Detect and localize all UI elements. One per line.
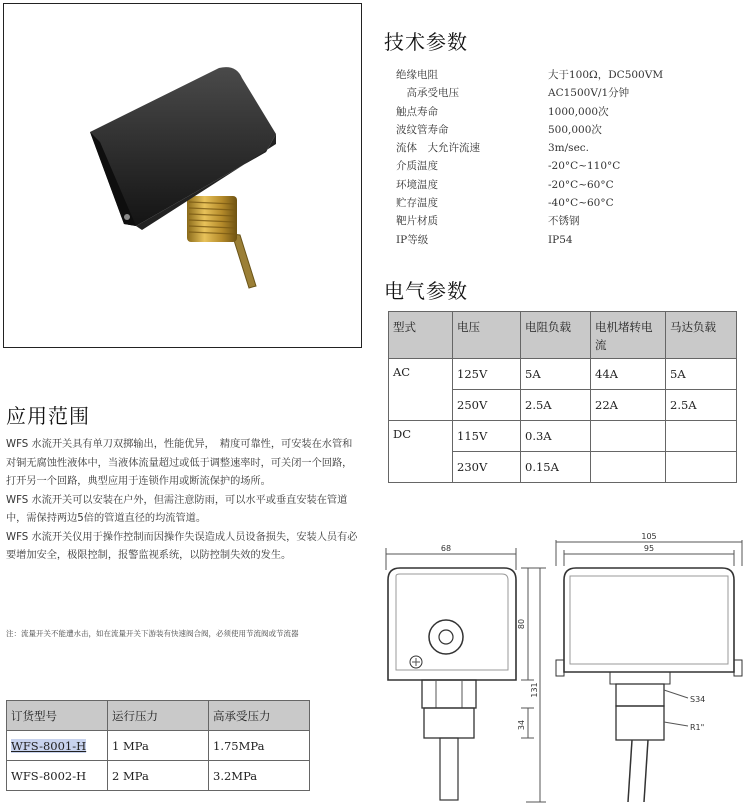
spec-list (396, 66, 736, 249)
hex-size-label: S34 (690, 695, 706, 704)
table-cell (666, 421, 737, 452)
spec-row (396, 103, 736, 121)
elec-table (388, 311, 737, 483)
table-cell: 0.3A (521, 421, 591, 452)
col-header: 电阻负载 (521, 312, 591, 359)
app-range-heading: 应用范围 (6, 404, 90, 428)
front-body (388, 568, 516, 680)
product-photo-frame (3, 3, 362, 348)
app-range-body (6, 436, 358, 566)
spec-key: 靶片材质 (396, 215, 438, 228)
table-cell (666, 452, 737, 483)
spec-value: 不锈钢 (548, 215, 580, 228)
spec-key: 绝缘电阻 (396, 69, 438, 81)
product-photo (4, 4, 361, 347)
col-header: 订货型号 (7, 701, 108, 731)
spec-key: 环境温度 (396, 178, 438, 191)
spec-value: 500,000次 (548, 123, 602, 136)
table-row (389, 359, 737, 390)
app-note: 注：流量开关不能遭水击，如在流量开关下游装有快速阀合阀，必须使用节流阀或节流器 (6, 629, 299, 638)
table-cell: 250V (453, 390, 521, 421)
thread-label: R1" (690, 723, 705, 732)
spec-key: 触点寿命 (396, 105, 438, 118)
dim-label: 34 (517, 719, 526, 731)
table-cell: 5A (666, 359, 737, 390)
dim-label: 105 (641, 532, 657, 541)
app-paragraph: WFS 水流开关具有单刀双掷输出，性能优异， 精度可靠性，可安装在水管和对铜无腐蚀性液体中，当液体流量超过或低于调整速率时，可关闭一个回路，打开另一个回路，典型应用于连锁作用或断流保护的场所。 (6, 439, 353, 487)
col-header: 电机堵转电流 (591, 312, 666, 359)
app-paragraph: WFS 水流开关可以安装在户外，但需注意防雨，可以水平或垂直安装在管道中，需保持两边5倍的管道直径的均流管道。 (6, 494, 348, 524)
table-cell: 230V (453, 452, 521, 483)
spec-value: 3m/sec. (548, 142, 589, 155)
spec-row (396, 84, 736, 102)
spec-row (396, 231, 736, 249)
table-cell (591, 421, 666, 452)
spec-key: 介质温度 (396, 160, 438, 173)
col-header: 运行压力 (108, 701, 209, 731)
table-cell: WFS-8002-H (7, 761, 108, 791)
spec-key: IP等级 (396, 233, 429, 246)
table-cell: 44A (591, 359, 666, 390)
spec-row (396, 66, 736, 84)
app-paragraph: WFS 水流开关仪用于操作控制而因操作失误造成人员设备损失，安装人员有必要增加安全，极限控制，报警监视系统，以防控制失效的发生。 (6, 531, 358, 561)
spec-key: 波纹管寿命 (396, 123, 449, 136)
model-number: WFS-8001-H (11, 738, 87, 753)
spec-value: AC1500V/1分钟 (548, 87, 630, 100)
spec-row (396, 157, 736, 175)
dim-label: 95 (643, 544, 655, 553)
table-cell: 125V (453, 359, 521, 390)
spec-row (396, 121, 736, 139)
order-table (6, 700, 310, 791)
col-header: 电压 (453, 312, 521, 359)
type-cell: DC (389, 421, 453, 483)
type-cell: AC (389, 359, 453, 421)
table-cell: 5A (521, 359, 591, 390)
table-cell: 1 MPa (108, 731, 209, 761)
col-header: 马达负载 (666, 312, 737, 359)
table-row (7, 761, 310, 791)
spec-value: -40°C~60°C (548, 197, 614, 210)
table-cell: 2 MPa (108, 761, 209, 791)
table-cell: 2.5A (666, 390, 737, 421)
dim-label: 131 (530, 682, 539, 698)
spec-row (396, 194, 736, 212)
table-row (7, 731, 310, 761)
dimension-drawing (366, 532, 746, 808)
table-cell (7, 731, 108, 761)
col-header: 高承受压力 (209, 701, 310, 731)
elec-params-heading: 电气参数 (384, 279, 468, 303)
spec-row (396, 176, 736, 194)
spec-row (396, 212, 736, 230)
spec-value: 1000,000次 (548, 105, 609, 118)
side-body (564, 568, 734, 672)
spec-value: 大于100Ω，DC500VM (548, 69, 664, 81)
spec-key: 流体 大允许流速 (396, 142, 480, 155)
spec-value: -20°C~60°C (548, 178, 614, 191)
tech-params-heading: 技术参数 (384, 30, 468, 54)
table-header-row (7, 701, 310, 731)
spec-value: -20°C~110°C (548, 160, 621, 173)
table-cell: 1.75MPa (209, 731, 310, 761)
table-row (389, 421, 737, 452)
col-header: 型式 (389, 312, 453, 359)
table-cell: 0.15A (521, 452, 591, 483)
table-cell: 115V (453, 421, 521, 452)
table-cell: 22A (591, 390, 666, 421)
spec-key: 贮存温度 (396, 197, 438, 210)
table-header-row (389, 312, 737, 359)
table-cell: 3.2MPa (209, 761, 310, 791)
dim-label: 80 (517, 618, 526, 630)
table-cell: 2.5A (521, 390, 591, 421)
dim-label: 68 (440, 544, 452, 553)
spec-key: 高承受电压 (396, 87, 459, 100)
spec-value: IP54 (548, 233, 573, 246)
table-cell (591, 452, 666, 483)
spec-row (396, 139, 736, 157)
